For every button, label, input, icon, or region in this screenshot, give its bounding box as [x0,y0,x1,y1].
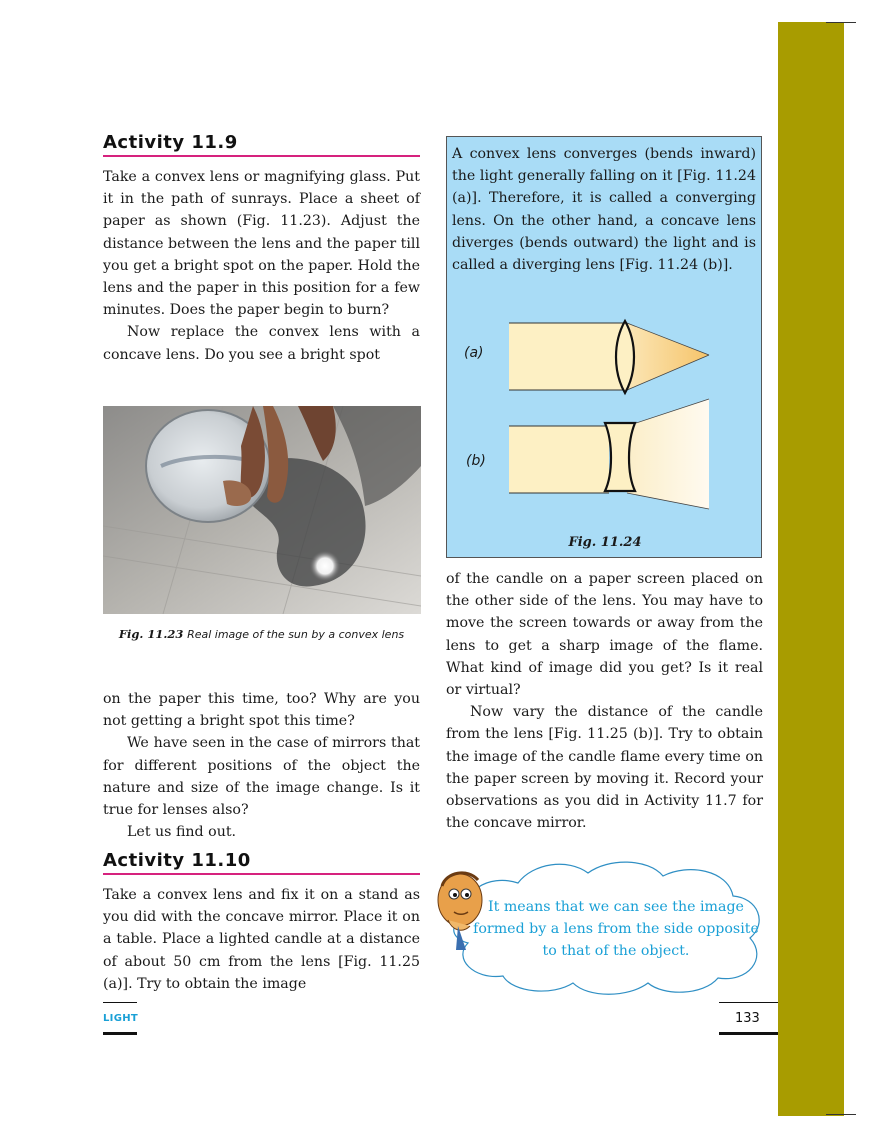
sun-image-photo [103,406,421,614]
right-column-text [446,568,763,834]
figure-11-24-caption: Fig. 11.24 [568,535,642,550]
footer-right-bottom-rule [719,1032,778,1035]
crop-mark-bottom [826,1114,856,1115]
figure-11-23-text: Real image of the sun by a convex lens [187,628,405,641]
side-color-bar [778,22,844,1116]
find-out-paragraph: Let us find out. [127,824,237,841]
activity-11-10-heading: Activity 11.10 [103,850,420,875]
figure-11-23-caption [103,626,420,643]
footer-left-top-rule [103,1002,137,1003]
figure-11-23-label: Fig. 11.23 [118,627,184,641]
footer-left-bottom-rule [103,1032,137,1035]
chapter-name: LIGHT [103,1013,138,1024]
activity-11-10-paragraph: Take a convex lens and fix it on a stand as you did with the concave mirror. Place it on a table. Place a lighted candle at a distance of about 50 cm from the lens [Fig. 11.25 (a)]. Try to obtain the image [103,887,420,992]
candle-screen-paragraph: of the candle on a paper screen placed on the other side of the lens. You may have to move the screen towards or away from the lens to get a sharp image of the flame. What kind of image did you get? Is it real or virtual? [446,571,763,699]
concave-lens-paragraph: Now replace the convex lens with a concave lens. Do you see a bright spot [103,324,420,363]
lens-discussion-section [103,688,420,843]
continued-paragraph: on the paper this time, too? Why are you not getting a bright spot this time? [103,691,420,730]
crop-mark-top [826,22,856,23]
footer-right-top-rule [719,1002,778,1003]
lens-info-text: A convex lens converges (bends inward) the light generally falling on it [Fig. 11.24 (a)]. Therefore, it is called a converging lens. On the other hand, a concave lens diverges (bends outward) the light and is called a diverging lens [Fig. 11.24 (b)]. [452,146,756,274]
figure-label-a: (a) [464,345,484,361]
activity-11-9-paragraph: Take a convex lens or magnifying glass. Put it in the path of sunrays. Place a sheet of paper as shown (Fig. 11.23). Adjust the distance between the lens and the paper till you get a bright spot on the paper. Hold the lens and the paper in this position for a few minutes. Does the paper begin to burn? [103,169,420,319]
mirrors-paragraph: We have seen in the case of mirrors that for different positions of the object the nature and size of the image change. Is it true for lenses also? [103,735,420,819]
activity-11-9-heading: Activity 11.9 [103,132,420,157]
activity-11-10-section [103,850,420,995]
lens-ray-diagram [447,137,763,559]
page-number: 133 [735,1011,760,1026]
figure-label-b: (b) [466,453,486,469]
activity-11-9-section [103,132,420,366]
thought-bubble-text: It means that we can see the image formed by a lens from the side opposite to that of the object. [473,899,759,960]
lens-info-box [446,136,762,558]
vary-distance-paragraph: Now vary the distance of the candle from the lens [Fig. 11.25 (b)]. Try to obtain the image of the candle flame every time on the paper screen by moving it. Record your observations as you did in Activity 11.7 for the concave mirror. [446,704,763,832]
